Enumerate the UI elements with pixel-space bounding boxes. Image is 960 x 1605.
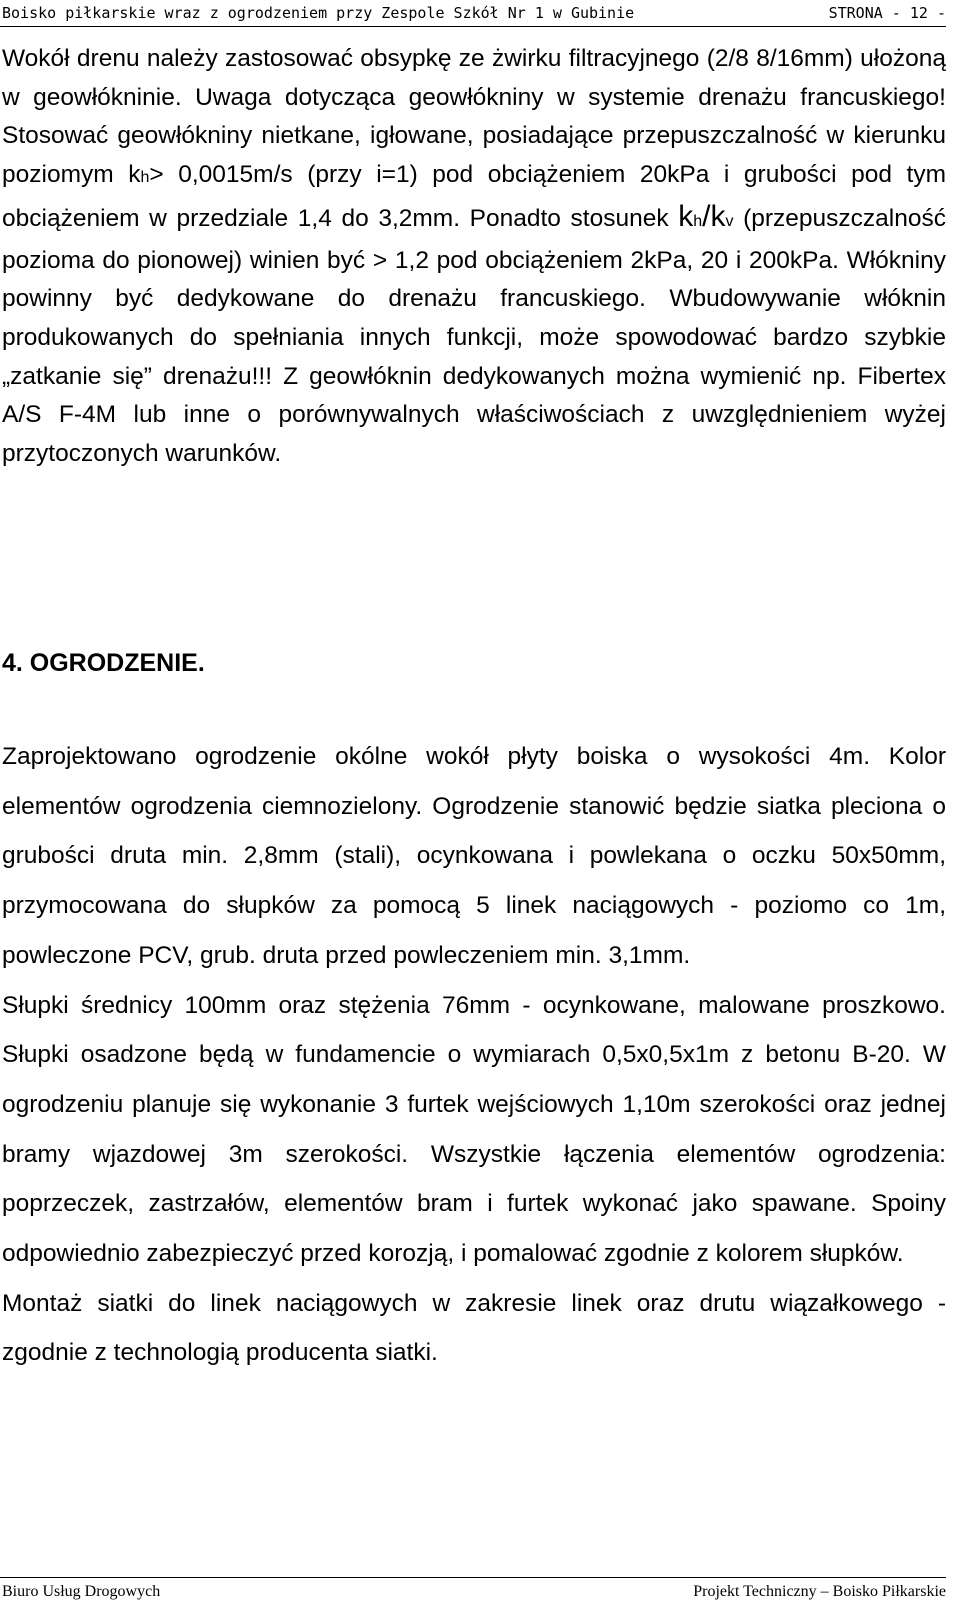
- drainage-text-3: (przepuszczalność pozioma do pionowej) winien być > 1,2 pod obciążeniem 2kPa, 20 i 200kPa. Włókniny powinny być dedykowane do drenażu francuskiego. Wbudowywanie włóknin produkowanych do spełniania innych funkcji, może spowodować bardzo szybkie „zatkanie się” drenażu!!! Z geowłóknin dedykowanych można wymienić np. Fibertex A/S F-4M lub inne o porównywalnych właściwościach z uwzględnieniem wyżej przytoczonych warunków.: [2, 204, 946, 468]
- page-header: [0, 0, 946, 27]
- fence-paragraph-3: Montaż siatki do linek naciągowych w zakresie linek oraz drutu wiązałkowego - zgodnie z technologią producenta siatki.: [2, 1289, 946, 1367]
- drainage-text-2: > 0,0015m/s (przy i=1) pod obciążeniem 20kPa i grubości pod tym obciążeniem w przedziale 1,4 do 3,2mm. Ponadto stosunek: [2, 161, 946, 232]
- footer-right: Projekt Techniczny – Boisko Piłkarskie: [693, 1583, 946, 1600]
- drainage-text-1: Wokół drenu należy zastosować obsypkę ze żwirku filtracyjnego (2/8 8/16mm) ułożoną w geowłókninie. Uwaga dotycząca geowłókniny w systemie drenażu francuskiego! Stosować geowłókniny nietkane, igłowane, posiadające przepuszczalność w kierunku poziomym k: [2, 45, 946, 189]
- section-heading: 4. OGRODZENIE.: [2, 649, 205, 677]
- subscript-v: v: [725, 212, 734, 230]
- drainage-paragraph: [2, 40, 946, 474]
- symbol-k: k: [678, 199, 694, 233]
- page-number: STRONA - 12 -: [828, 4, 946, 22]
- subscript-h: h: [140, 169, 150, 187]
- header-title: Boisko piłkarskie wraz z ogrodzeniem przy Zespole Szkół Nr 1 w Gubinie: [2, 4, 635, 22]
- subscript-h-2: h: [693, 212, 703, 230]
- fence-paragraph-1: Zaprojektowano ogrodzenie okólne wokół płyty boiska o wysokości 4m. Kolor elementów ogrodzenia ciemnozielony. Ogrodzenie stanowić będzie siatka pleciona o grubości druta min. 2,8mm (stali), ocynkowana i powlekana o oczku 50x50mm, przymocowana do słupków za pomocą 5 linek naciągowych - poziomo co 1m, powleczone PCV, grub. druta przed powleczeniem min. 3,1mm.: [2, 743, 946, 969]
- fence-section: [2, 732, 946, 1378]
- document-body: [2, 40, 946, 1367]
- fence-paragraph-2: Słupki średnicy 100mm oraz stężenia 76mm - ocynkowane, malowane proszkowo. Słupki osadzone będą w fundamencie o wymiarach 0,5x0,5x1m z betonu B-20. W ogrodzeniu planuje się wykonanie 3 furtek wejściowych 1,10m szerokości oraz jednej bramy wjazdowej 3m szerokości. Wszystkie łączenia elementów ogrodzenia: poprzeczek, zastrzałów, elementów bram i furtek wykonać jako spawane. Spoiny odpowiednio zabezpieczyć przed korozją, i pomalować zgodnie z kolorem słupków.: [2, 991, 946, 1268]
- symbol-slash-k: /k: [702, 199, 726, 233]
- page-footer: [0, 1577, 946, 1605]
- footer-left: Biuro Usług Drogowych: [2, 1583, 161, 1600]
